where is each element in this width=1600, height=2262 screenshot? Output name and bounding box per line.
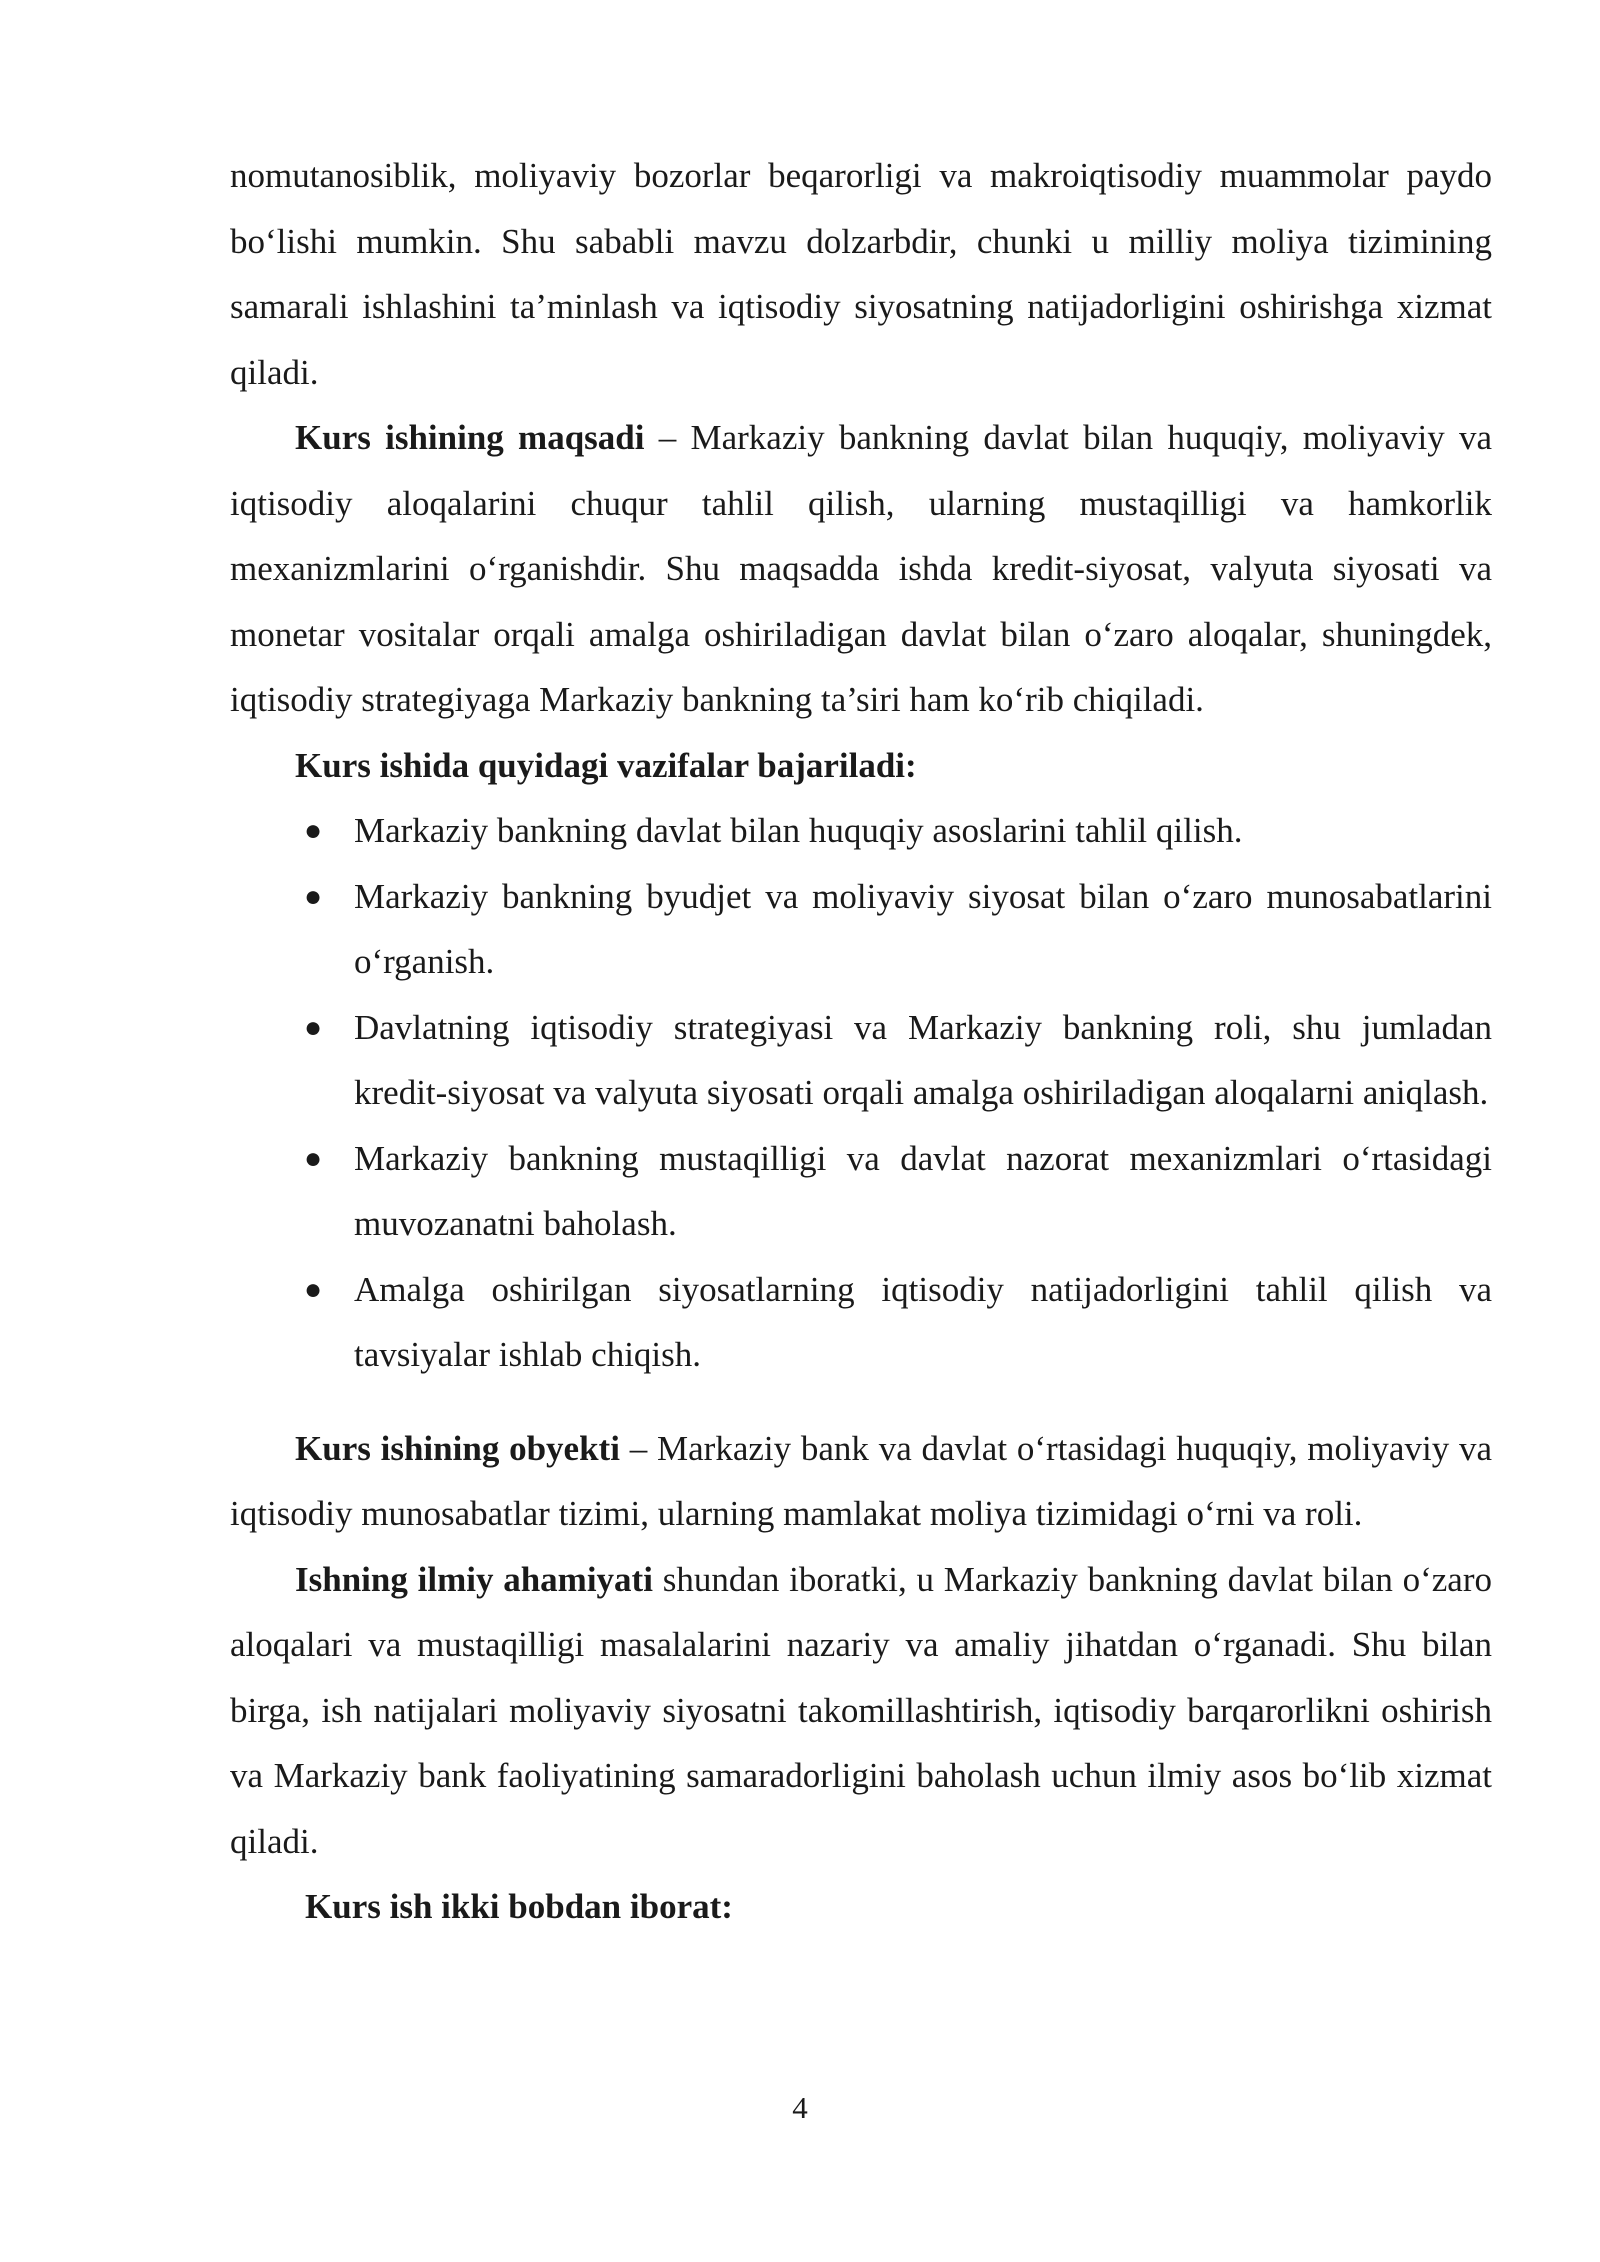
task-text: Markaziy bankning mustaqilligi va davlat nazorat mexanizmlari o‘rtasidagi muvozanatni baholash. <box>354 1138 1492 1243</box>
object-text: – Markaziy bank va davlat o‘rtasidagi huquqiy, moliyaviy va iqtisodiy munosabatlar tizimi, ularning mamlakat moliya tizimidagi o‘rni va roli. <box>230 1428 1493 1533</box>
list-item <box>304 995 1492 1126</box>
goal-paragraph <box>230 405 1492 733</box>
task-text: Davlatning iqtisodiy strategiyasi va Markaziy bankning roli, shu jumladan kredit-siyosat va valyuta siyosati orqali amalga oshiriladigan aloqalarni aniqlash. <box>354 1007 1492 1112</box>
structure-heading: Kurs ish ikki bobdan iborat: <box>305 1887 733 1926</box>
task-text: Markaziy bankning byudjet va moliyaviy siyosat bilan o‘zaro munosabatlarini o‘rganish. <box>354 876 1492 981</box>
significance-text: shundan iboratki, u Markaziy bankning davlat bilan o‘zaro aloqalari va mustaqilligi masalalarini nazariy va amaliy jihatdan o‘rganadi. Shu bilan birga, ish natijalari moliyaviy siyosatni takomillashtirish, iqtisodiy barqarorlikni oshirish va Markaziy bank faoliyatining samaradorligini baholash uchun ilmiy asos bo‘lib xizmat qiladi. <box>230 1559 1492 1861</box>
goal-label: Kurs ishining maqsadi <box>295 418 645 457</box>
list-item <box>304 798 1492 864</box>
object-paragraph <box>230 1416 1492 1547</box>
significance-label: Ishning ilmiy ahamiyati <box>295 1559 653 1599</box>
page-number: 4 <box>792 2090 808 2125</box>
bullet-icon: ● <box>304 1141 323 1175</box>
tasks-list <box>230 798 1492 1388</box>
significance-paragraph <box>230 1547 1492 1875</box>
intro-paragraph: nomutanosiblik, moliyaviy bozorlar beqarorligi va makroiqtisodiy muammolar paydo bo‘lishi mumkin. Shu sababli mavzu dolzarbdir, chunki u milliy moliya tizimining samarali ishlashini ta’minlash va iqtisodiy siyosatning natijadorligini oshirishga xizmat qiladi. <box>230 156 1492 392</box>
bullet-icon: ● <box>304 1010 323 1044</box>
bullet-icon: ● <box>304 879 323 913</box>
document-page <box>230 143 1492 1940</box>
task-text: Markaziy bankning davlat bilan huquqiy asoslarini tahlil qilish. <box>354 811 1243 850</box>
goal-text: – Markaziy bankning davlat bilan huquqiy, moliyaviy va iqtisodiy aloqalarini chuqur tahlil qilish, ularning mustaqilligi va hamkorlik mexanizmlarini o‘rganishdir. Shu maqsadda ishda kredit-siyosat, valyuta siyosati va monetar vositalar orqali amalga oshiriladigan davlat bilan o‘zaro aloqalar, shuningdek, iqtisodiy strategiyaga Markaziy bankning ta’siri ham ko‘rib chiqiladi. <box>230 418 1492 719</box>
list-item <box>304 1257 1492 1388</box>
tasks-heading: Kurs ishida quyidagi vazifalar bajariladi: <box>295 745 917 785</box>
paragraph-spacer <box>230 1388 1492 1416</box>
task-text: Amalga oshirilgan siyosatlarning iqtisodiy natijadorligini tahlil qilish va tavsiyalar ishlab chiqish. <box>354 1269 1492 1374</box>
list-item <box>304 864 1492 995</box>
bullet-icon: ● <box>304 814 323 847</box>
bullet-icon: ● <box>304 1272 323 1306</box>
object-label: Kurs ishining obyekti <box>295 1428 620 1468</box>
list-item <box>304 1126 1492 1257</box>
